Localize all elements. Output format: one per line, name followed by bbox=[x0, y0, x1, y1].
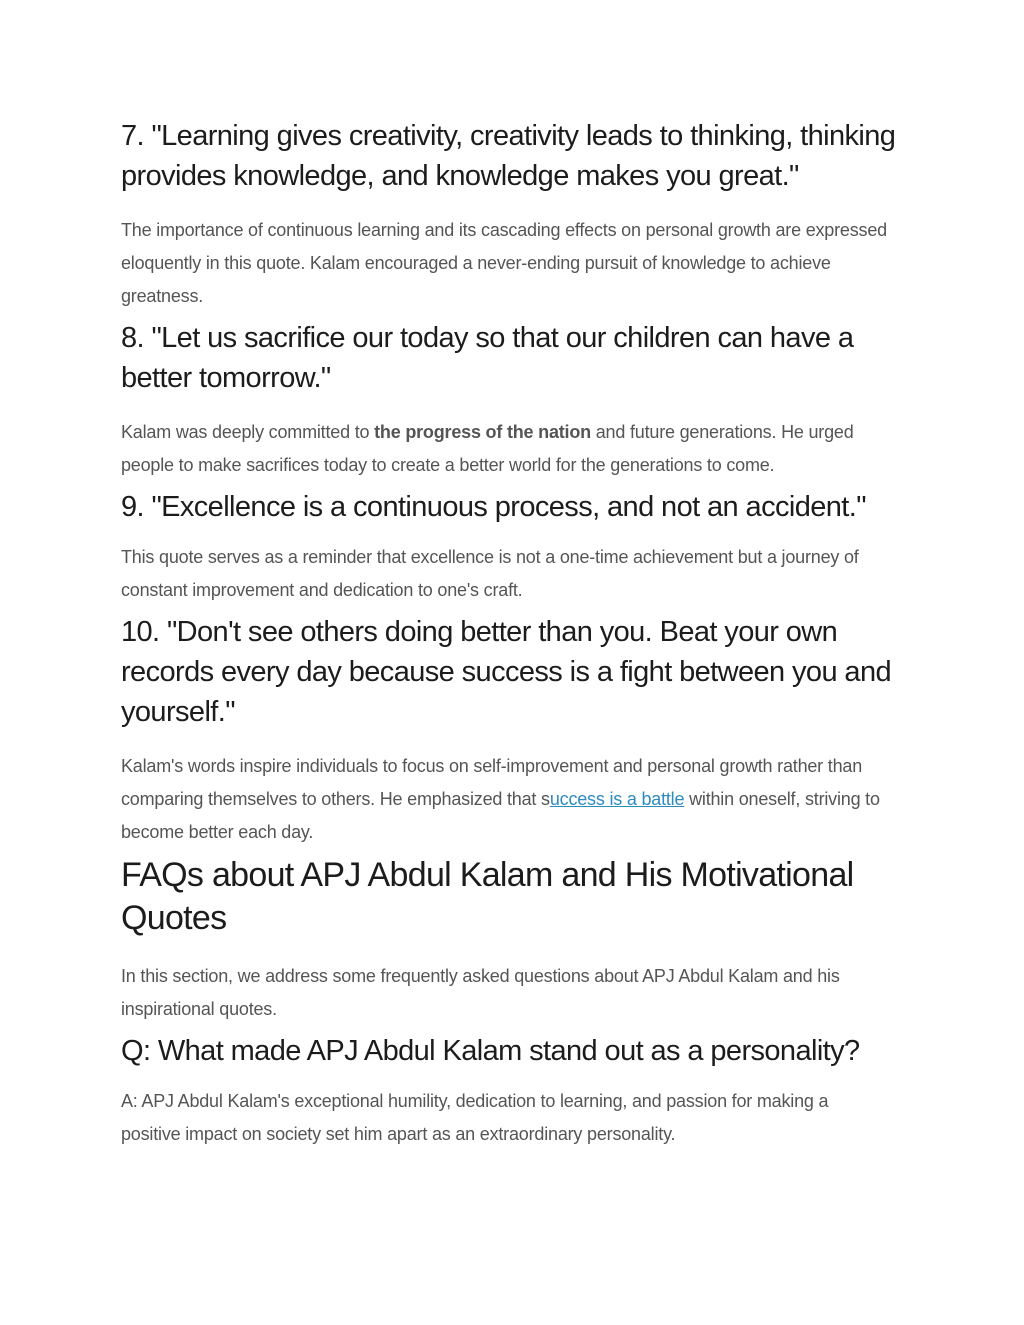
quote-body-7: The importance of continuous learning and its cascading effects on personal growth are expressed eloquently in this quote. Kalam encouraged a never-ending pursuit of knowledge to achieve greatness. bbox=[121, 220, 887, 306]
quote-heading-10: 10. "Don't see others doing better than you. Beat your own records every day because success is a fight between you and yourself." bbox=[121, 616, 892, 728]
faq-intro: In this section, we address some frequently asked questions about APJ Abdul Kalam and his inspirational quotes. bbox=[121, 966, 840, 1019]
quote-body-10 bbox=[121, 750, 881, 849]
quote-body-8 bbox=[121, 416, 911, 482]
quote-heading-8: 8. "Let us sacrifice our today so that our children can have a better tomorrow." bbox=[121, 322, 854, 394]
faq-answer-1: A: APJ Abdul Kalam's exceptional humility, dedication to learning, and passion for making a positive impact on society set him apart as an extraordinary personality. bbox=[121, 1091, 829, 1144]
quote-body-9: This quote serves as a reminder that excellence is not a one-time achievement but a journey of constant improvement and dedication to one's craft. bbox=[121, 547, 859, 600]
body-text: and future generations. He urged people to make sacrifices today to create a better world for the generations to come. bbox=[121, 422, 854, 475]
quote-heading-9: 9. "Excellence is a continuous process, and not an accident." bbox=[121, 491, 866, 523]
quote-heading-7: 7. "Learning gives creativity, creativity leads to thinking, thinking provides knowledge, and knowledge makes you great." bbox=[121, 120, 896, 192]
body-text: Kalam's words inspire individuals to focus on self-improvement and personal growth rather than comparing themselves to others. He emphasized that s bbox=[121, 756, 863, 809]
body-text: within oneself, striving to become better each day. bbox=[121, 789, 880, 842]
bold-emphasis: the progress of the nation bbox=[374, 422, 591, 442]
faq-title: FAQs about APJ Abdul Kalam and His Motivational Quotes bbox=[121, 856, 854, 937]
faq-question-1: Q: What made APJ Abdul Kalam stand out as a personality? bbox=[121, 1035, 860, 1067]
document-page bbox=[121, 116, 911, 1151]
success-is-a-battle-link[interactable]: uccess is a battle bbox=[549, 789, 685, 809]
body-text: Kalam was deeply committed to bbox=[121, 422, 375, 442]
